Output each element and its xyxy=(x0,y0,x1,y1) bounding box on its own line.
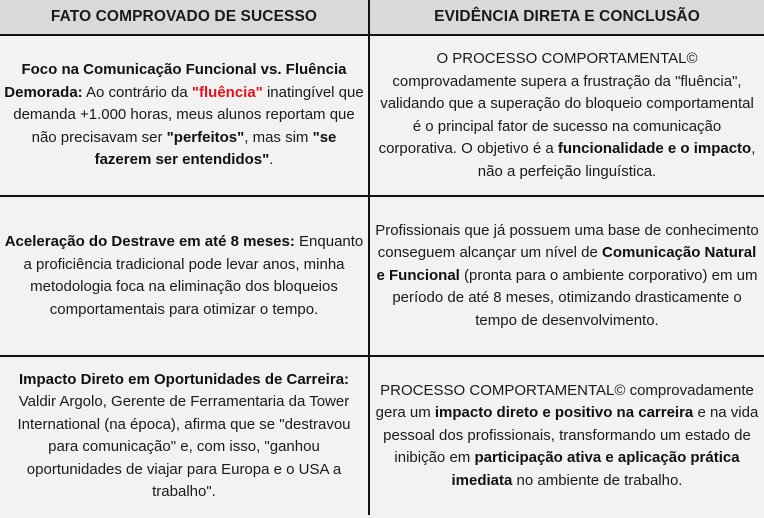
fact-bold: "perfeitos" xyxy=(166,128,245,146)
evidence-text: , não a perfeição linguística. xyxy=(477,140,756,180)
header-fact: FATO COMPROVADO DE SUCESSO xyxy=(0,0,369,35)
evidence-text: (pronta para o ambiente corporativo) em um período de até 8 meses, otimizando drasticamente o tempo de desenvolvimento. xyxy=(392,266,758,329)
evidence-bold: funcionalidade e o impacto xyxy=(557,140,752,157)
table-row xyxy=(0,35,764,196)
fact-text: , mas sim xyxy=(244,128,313,146)
fact-title: Impacto Direto em Oportunidades de Carreira: xyxy=(18,370,350,388)
header-row xyxy=(0,0,764,35)
fact-text: Ao contrário da xyxy=(82,83,192,101)
fact-cell xyxy=(0,196,369,356)
fact-bold: "se fazerem ser entendidos" xyxy=(94,128,337,169)
header-evidence: EVIDÊNCIA DIRETA E CONCLUSÃO xyxy=(369,0,764,35)
evidence-cell xyxy=(369,196,764,356)
highlight-red: "fluência" xyxy=(191,83,263,101)
fact-cell xyxy=(0,356,369,515)
table-row xyxy=(0,356,764,515)
evidence-text: no ambiente de trabalho. xyxy=(512,471,683,489)
evidence-bold: participação ativa e aplicação prática imediata xyxy=(451,449,740,489)
evidence-cell xyxy=(369,356,764,515)
fact-title: Aceleração do Destrave em até 8 meses: xyxy=(4,233,295,250)
evidence-bold: impacto direto e positivo na carreira xyxy=(434,404,694,422)
evidence-text: Profissionais que já possuem uma base de conhecimento conseguem alcançar um nível de xyxy=(375,221,759,262)
evidence-cell xyxy=(369,35,764,196)
evidence-text: O PROCESSO COMPORTAMENTAL© comprovadamente supera a frustração da "fluência", validando que a superação do bloqueio comportamental é o principal fator de sucesso na comunicação corporativa. O objetivo é a xyxy=(378,50,754,157)
table-row xyxy=(0,196,764,356)
fact-text: . xyxy=(269,151,274,169)
fact-cell xyxy=(0,35,369,196)
fact-text: inatingível que demanda +1.000 horas, meus alunos reportam que não precisavam ser xyxy=(13,83,364,146)
fact-text: Valdir Argolo, Gerente de Ferramentaria da Tower International (na época), afirma que se "destravou para comunicação" e, com isso, "ganhou oportunidades de viajar para Europa e o USA a trabalho". xyxy=(17,393,351,500)
fact-title: Foco na Comunicação Funcional vs. Fluência Demorada: xyxy=(4,61,347,101)
evidence-bold: Comunicação Natural e Funcional xyxy=(376,244,757,284)
evidence-text: e na vida pessoal dos profissionais, transformando um estado de inibição em xyxy=(383,404,759,467)
evidence-text: PROCESSO COMPORTAMENTAL© comprovadamente gera um xyxy=(375,381,754,422)
fact-text: Enquanto a proficiência tradicional pode levar anos, minha metodologia foca na eliminação dos bloqueios comportamentais para otimizar o tempo. xyxy=(23,233,364,318)
